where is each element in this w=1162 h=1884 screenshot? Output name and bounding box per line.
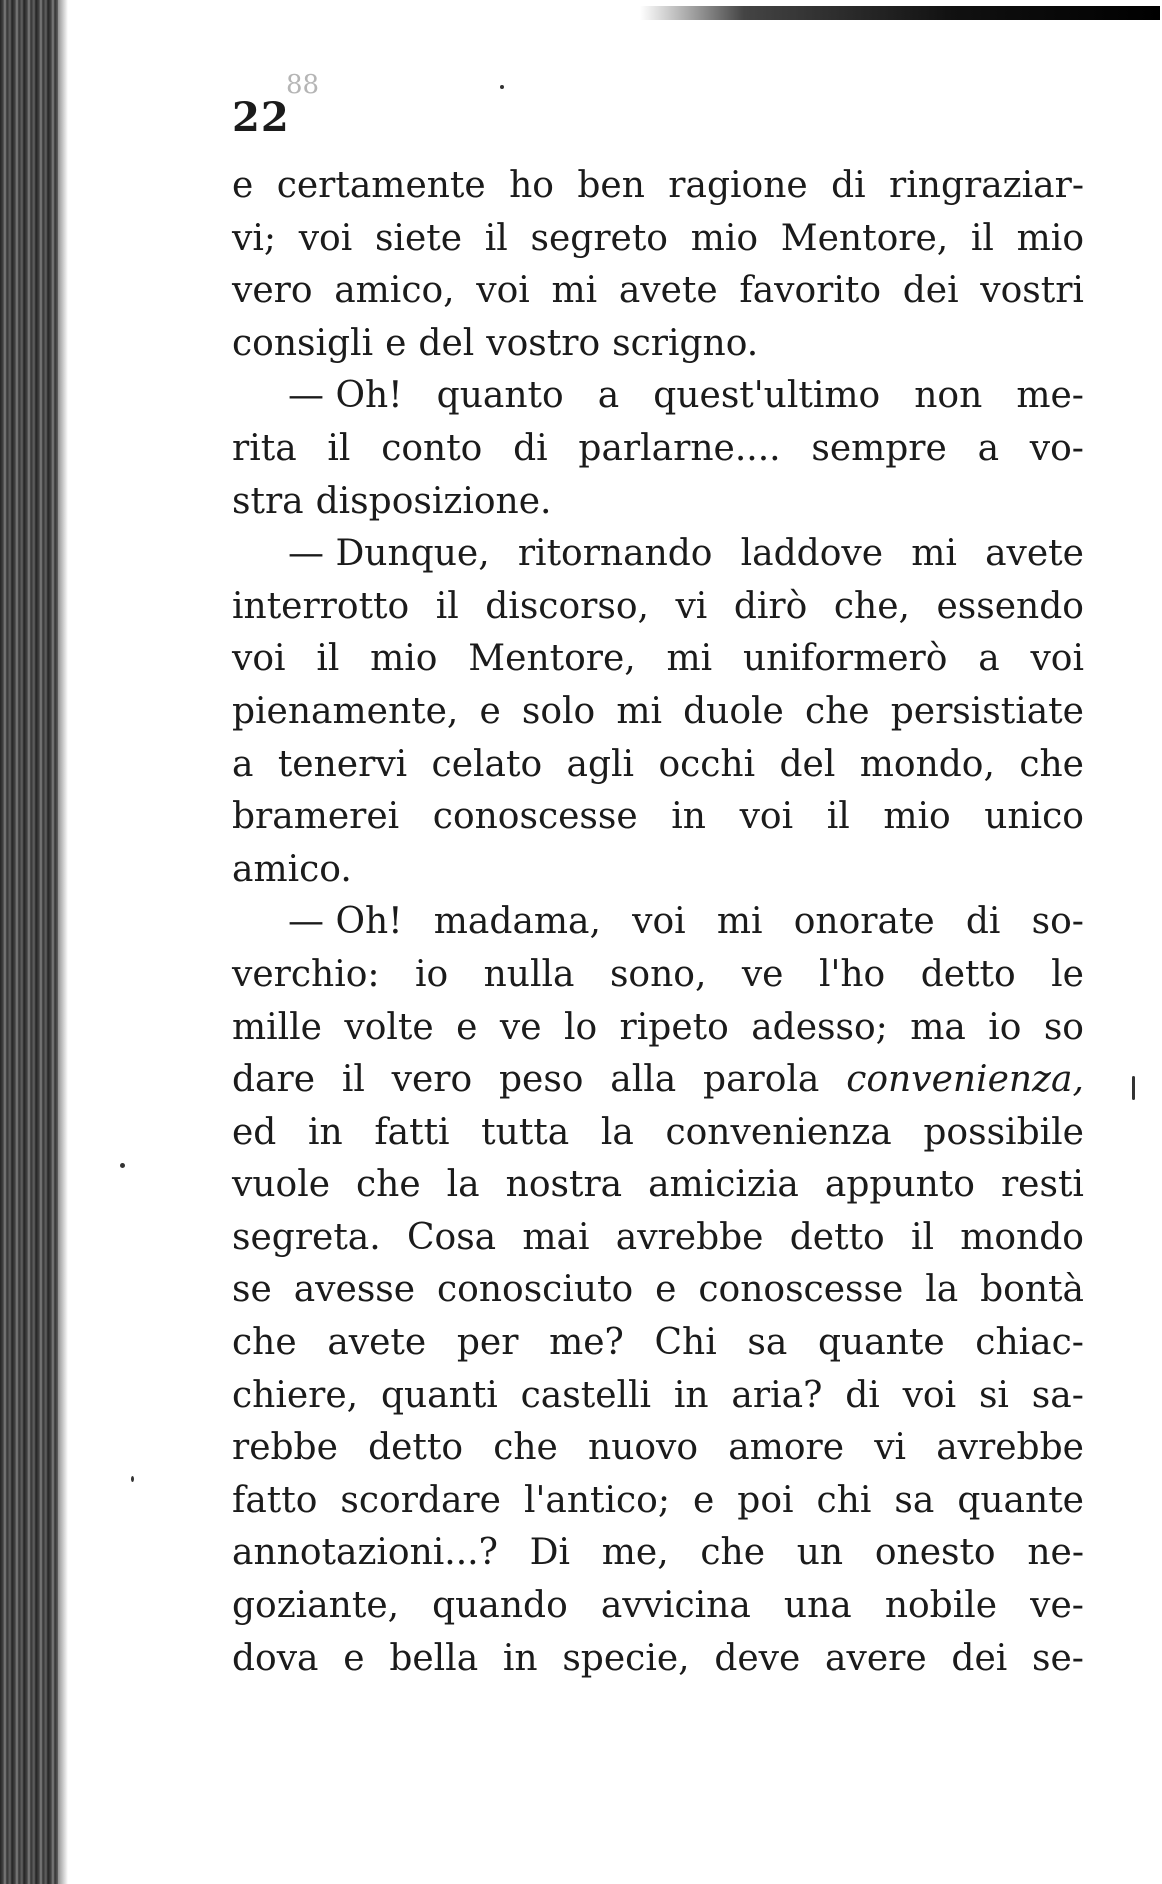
word: poi bbox=[737, 1479, 794, 1521]
word: sa bbox=[894, 1479, 935, 1521]
word: parola bbox=[703, 1059, 820, 1101]
word: mio bbox=[883, 796, 951, 838]
word: il bbox=[341, 1059, 365, 1101]
word: detto bbox=[368, 1427, 464, 1469]
page-number: 22 bbox=[232, 94, 290, 141]
word: e bbox=[692, 1479, 715, 1521]
word: onesto bbox=[874, 1532, 996, 1574]
word: per bbox=[456, 1322, 519, 1364]
word: uniformerò bbox=[742, 638, 948, 680]
word: bella bbox=[389, 1637, 479, 1679]
word: aria? bbox=[731, 1374, 823, 1416]
word: dare bbox=[232, 1059, 316, 1101]
word: il bbox=[316, 638, 340, 680]
word: il bbox=[435, 585, 459, 627]
word: ben bbox=[577, 165, 645, 206]
text-line bbox=[232, 213, 1084, 266]
word: chiere, bbox=[232, 1374, 359, 1416]
text-line bbox=[232, 1212, 1084, 1265]
word: avrebbe bbox=[936, 1427, 1084, 1469]
word: che bbox=[1019, 743, 1084, 785]
word: mio bbox=[690, 217, 759, 259]
text-line bbox=[232, 686, 1084, 739]
word: una bbox=[783, 1585, 852, 1627]
text-line bbox=[232, 1002, 1084, 1055]
word: nobile bbox=[884, 1585, 998, 1627]
word: so- bbox=[1031, 901, 1084, 943]
word: nostra bbox=[505, 1164, 623, 1206]
word: consigli bbox=[232, 322, 374, 364]
word: — Oh! bbox=[288, 901, 403, 943]
word: — Dunque, bbox=[288, 533, 490, 575]
word: un bbox=[796, 1532, 844, 1574]
word: Di bbox=[529, 1532, 571, 1574]
word: convenienza, bbox=[846, 1059, 1084, 1101]
word: il bbox=[327, 427, 351, 469]
word: me? bbox=[549, 1322, 624, 1364]
word: certamente bbox=[276, 165, 486, 206]
word: quanto bbox=[436, 375, 564, 417]
word: convenienza bbox=[665, 1111, 892, 1153]
word: che bbox=[232, 1322, 297, 1364]
word: io bbox=[414, 953, 449, 995]
word: ragione bbox=[668, 165, 808, 206]
text-line bbox=[232, 581, 1084, 634]
word: voi bbox=[1030, 638, 1084, 680]
word: amore bbox=[728, 1427, 845, 1469]
word: l'antico; bbox=[523, 1479, 670, 1521]
word: nuovo bbox=[588, 1427, 699, 1469]
text-line bbox=[232, 318, 1084, 371]
word: in bbox=[671, 796, 706, 838]
word: e bbox=[456, 1006, 478, 1048]
word: Chi bbox=[654, 1322, 717, 1364]
word: quando bbox=[432, 1585, 568, 1627]
word: duole bbox=[683, 690, 784, 732]
word: vostro bbox=[486, 322, 601, 364]
word: discorso, bbox=[485, 585, 649, 627]
word: io bbox=[988, 1006, 1022, 1048]
word: avete bbox=[327, 1322, 427, 1364]
word: vero bbox=[391, 1059, 473, 1101]
word: si bbox=[978, 1374, 1009, 1416]
word: solo bbox=[521, 690, 596, 732]
word: conoscesse bbox=[432, 796, 638, 838]
word: e bbox=[385, 322, 407, 364]
word: che bbox=[356, 1164, 421, 1206]
word: verchio: bbox=[232, 953, 380, 995]
text-line bbox=[232, 1580, 1084, 1633]
word: mille bbox=[232, 1006, 322, 1048]
word: scordare bbox=[340, 1479, 501, 1521]
speck-mark bbox=[500, 85, 504, 89]
text-line bbox=[232, 1264, 1084, 1317]
text-line bbox=[232, 1527, 1084, 1580]
word: ve bbox=[741, 953, 784, 995]
word: detto bbox=[920, 953, 1016, 995]
word: possibile bbox=[923, 1111, 1084, 1153]
word: e bbox=[479, 690, 501, 732]
speck-mark bbox=[131, 1476, 134, 1482]
word: favorito bbox=[739, 270, 882, 312]
text-line bbox=[232, 423, 1084, 476]
word: parlarne.... bbox=[578, 427, 781, 469]
word: ve- bbox=[1030, 1585, 1084, 1627]
word: tenervi bbox=[277, 743, 408, 785]
word: la bbox=[925, 1269, 959, 1311]
body-text bbox=[232, 160, 1084, 1685]
text-line bbox=[232, 528, 1084, 581]
word: del bbox=[418, 322, 475, 364]
word: il bbox=[826, 796, 850, 838]
word: di bbox=[845, 1374, 880, 1416]
word: madama, bbox=[433, 901, 601, 943]
word: ed bbox=[232, 1111, 277, 1153]
text-line bbox=[232, 791, 1084, 844]
word: il bbox=[970, 217, 994, 259]
word: voi bbox=[739, 796, 794, 838]
word: vostri bbox=[980, 270, 1084, 312]
text-line bbox=[232, 1054, 1084, 1107]
word: dirò bbox=[733, 585, 808, 627]
word: a bbox=[597, 375, 620, 417]
word: dova bbox=[232, 1637, 319, 1679]
word: essendo bbox=[936, 585, 1084, 627]
word: so bbox=[1043, 1006, 1084, 1048]
word: mi bbox=[911, 533, 957, 575]
word: ve bbox=[499, 1006, 542, 1048]
word: a bbox=[978, 638, 1000, 680]
text-line bbox=[232, 949, 1084, 1002]
word: conosciuto bbox=[437, 1269, 634, 1311]
word: il bbox=[910, 1216, 934, 1258]
word: agli bbox=[566, 743, 635, 785]
word: vo- bbox=[1029, 427, 1084, 469]
word: disposizione. bbox=[315, 480, 552, 522]
text-line bbox=[232, 1159, 1084, 1212]
word: ringraziar- bbox=[889, 165, 1084, 206]
word: tutta bbox=[481, 1111, 570, 1153]
word: onorate bbox=[793, 901, 935, 943]
word: se bbox=[232, 1269, 272, 1311]
word: sono, bbox=[609, 953, 707, 995]
word: Cosa bbox=[406, 1216, 497, 1258]
word: mai bbox=[522, 1216, 590, 1258]
word: conoscesse bbox=[698, 1269, 904, 1311]
word: in bbox=[307, 1111, 343, 1153]
word: ritornando bbox=[517, 533, 713, 575]
word: adesso; bbox=[751, 1006, 888, 1048]
text-line bbox=[232, 1422, 1084, 1475]
word: stra bbox=[232, 480, 304, 522]
text-line bbox=[232, 1475, 1084, 1528]
text-line bbox=[232, 265, 1084, 318]
word: goziante, bbox=[232, 1585, 400, 1627]
binding-edge-gradient bbox=[58, 0, 68, 1884]
word: volte bbox=[344, 1006, 434, 1048]
word: amico. bbox=[232, 848, 352, 890]
word: ne- bbox=[1027, 1532, 1084, 1574]
word: quanti bbox=[380, 1374, 498, 1416]
word: appunto bbox=[824, 1164, 975, 1206]
word: — Oh! bbox=[288, 375, 403, 417]
top-edge-rule bbox=[640, 6, 1160, 20]
word: siete bbox=[374, 217, 463, 259]
word: bramerei bbox=[232, 796, 400, 838]
word: a bbox=[232, 743, 254, 785]
word: castelli bbox=[520, 1374, 652, 1416]
text-line bbox=[232, 896, 1084, 949]
word: celato bbox=[431, 743, 543, 785]
word: specie, bbox=[562, 1637, 690, 1679]
word: voi bbox=[476, 270, 530, 312]
word: sa bbox=[747, 1322, 788, 1364]
word: scrigno. bbox=[612, 322, 759, 364]
word: fatti bbox=[374, 1111, 450, 1153]
word: vero bbox=[232, 270, 313, 312]
word: avere bbox=[825, 1637, 927, 1679]
word: vi; bbox=[232, 217, 276, 259]
word: avete bbox=[985, 533, 1084, 575]
word: mi bbox=[666, 638, 713, 680]
word: voi bbox=[902, 1374, 957, 1416]
text-line bbox=[232, 844, 1084, 897]
word: amico, bbox=[334, 270, 455, 312]
word: e bbox=[655, 1269, 677, 1311]
text-line bbox=[232, 370, 1084, 423]
text-line bbox=[232, 1370, 1084, 1423]
word: vi bbox=[675, 585, 708, 627]
word: la bbox=[600, 1111, 634, 1153]
word: unico bbox=[984, 796, 1084, 838]
word: ma bbox=[910, 1006, 966, 1048]
word: la bbox=[446, 1164, 480, 1206]
text-line bbox=[232, 1633, 1084, 1686]
word: pienamente, bbox=[232, 690, 459, 732]
word: in bbox=[673, 1374, 709, 1416]
word: persistiate bbox=[890, 690, 1084, 732]
word: a bbox=[977, 427, 1000, 469]
word: peso bbox=[498, 1059, 584, 1101]
word: vi bbox=[874, 1427, 907, 1469]
word: mondo, bbox=[859, 743, 995, 785]
word: mi bbox=[716, 901, 763, 943]
word: mio bbox=[1016, 217, 1084, 259]
word: me- bbox=[1016, 375, 1084, 417]
word: voi bbox=[632, 901, 686, 943]
word: quest'ultimo bbox=[653, 375, 881, 417]
word: segreta. bbox=[232, 1216, 381, 1258]
speck-mark bbox=[120, 1163, 125, 1168]
word: avrebbe bbox=[615, 1216, 764, 1258]
word: se- bbox=[1032, 1637, 1084, 1679]
text-line bbox=[232, 633, 1084, 686]
word: fatto bbox=[232, 1479, 318, 1521]
word: sa- bbox=[1031, 1374, 1084, 1416]
word: chiac- bbox=[975, 1322, 1084, 1364]
word: interrotto bbox=[232, 585, 410, 627]
word: in bbox=[502, 1637, 538, 1679]
word: resti bbox=[1000, 1164, 1084, 1206]
speck-mark bbox=[1132, 1076, 1135, 1100]
word: avete bbox=[618, 270, 718, 312]
word: l'ho bbox=[818, 953, 886, 995]
text-line bbox=[232, 160, 1084, 213]
word: nulla bbox=[483, 953, 575, 995]
word: avvicina bbox=[600, 1585, 751, 1627]
word: dei bbox=[902, 270, 959, 312]
word: avesse bbox=[293, 1269, 416, 1311]
word: le bbox=[1051, 953, 1084, 995]
word: deve bbox=[714, 1637, 801, 1679]
text-line bbox=[232, 1317, 1084, 1370]
text-line bbox=[232, 476, 1084, 529]
word: Mentore, bbox=[780, 217, 949, 259]
word: conto bbox=[381, 427, 483, 469]
word: che bbox=[493, 1427, 558, 1469]
text-line bbox=[232, 739, 1084, 792]
word: di bbox=[965, 901, 1001, 943]
word: me, bbox=[601, 1532, 669, 1574]
word: rita bbox=[232, 427, 297, 469]
word: del bbox=[779, 743, 836, 785]
word: voi bbox=[298, 217, 353, 259]
word: segreto bbox=[530, 217, 668, 259]
word: mondo bbox=[960, 1216, 1084, 1258]
word: quante bbox=[817, 1322, 945, 1364]
text-line bbox=[232, 1107, 1084, 1160]
word: di bbox=[831, 165, 866, 206]
bleed-through-mark: 88 bbox=[286, 70, 320, 100]
word: chi bbox=[816, 1479, 872, 1521]
book-binding-shadow bbox=[0, 0, 58, 1884]
word: sempre bbox=[811, 427, 947, 469]
word: annotazioni...? bbox=[232, 1532, 498, 1574]
word: bontà bbox=[980, 1269, 1084, 1311]
word: Mentore, bbox=[468, 638, 636, 680]
word: ripeto bbox=[619, 1006, 729, 1048]
word: non bbox=[914, 375, 983, 417]
word: che, bbox=[833, 585, 910, 627]
word: mio bbox=[370, 638, 438, 680]
word: di bbox=[513, 427, 548, 469]
word: vuole bbox=[232, 1164, 331, 1206]
word: occhi bbox=[658, 743, 756, 785]
word: il bbox=[484, 217, 508, 259]
word: detto bbox=[789, 1216, 885, 1258]
word: e bbox=[232, 165, 254, 206]
word: rebbe bbox=[232, 1427, 338, 1469]
word: ho bbox=[509, 165, 554, 206]
word: che bbox=[700, 1532, 766, 1574]
word: dei bbox=[951, 1637, 1008, 1679]
word: che bbox=[804, 690, 870, 732]
word: e bbox=[343, 1637, 365, 1679]
word: amicizia bbox=[648, 1164, 799, 1206]
word: lo bbox=[563, 1006, 598, 1048]
word: quante bbox=[957, 1479, 1084, 1521]
word: mi bbox=[551, 270, 598, 312]
word: alla bbox=[610, 1059, 677, 1101]
word: mi bbox=[616, 690, 662, 732]
word: laddove bbox=[740, 533, 884, 575]
word: voi bbox=[232, 638, 286, 680]
